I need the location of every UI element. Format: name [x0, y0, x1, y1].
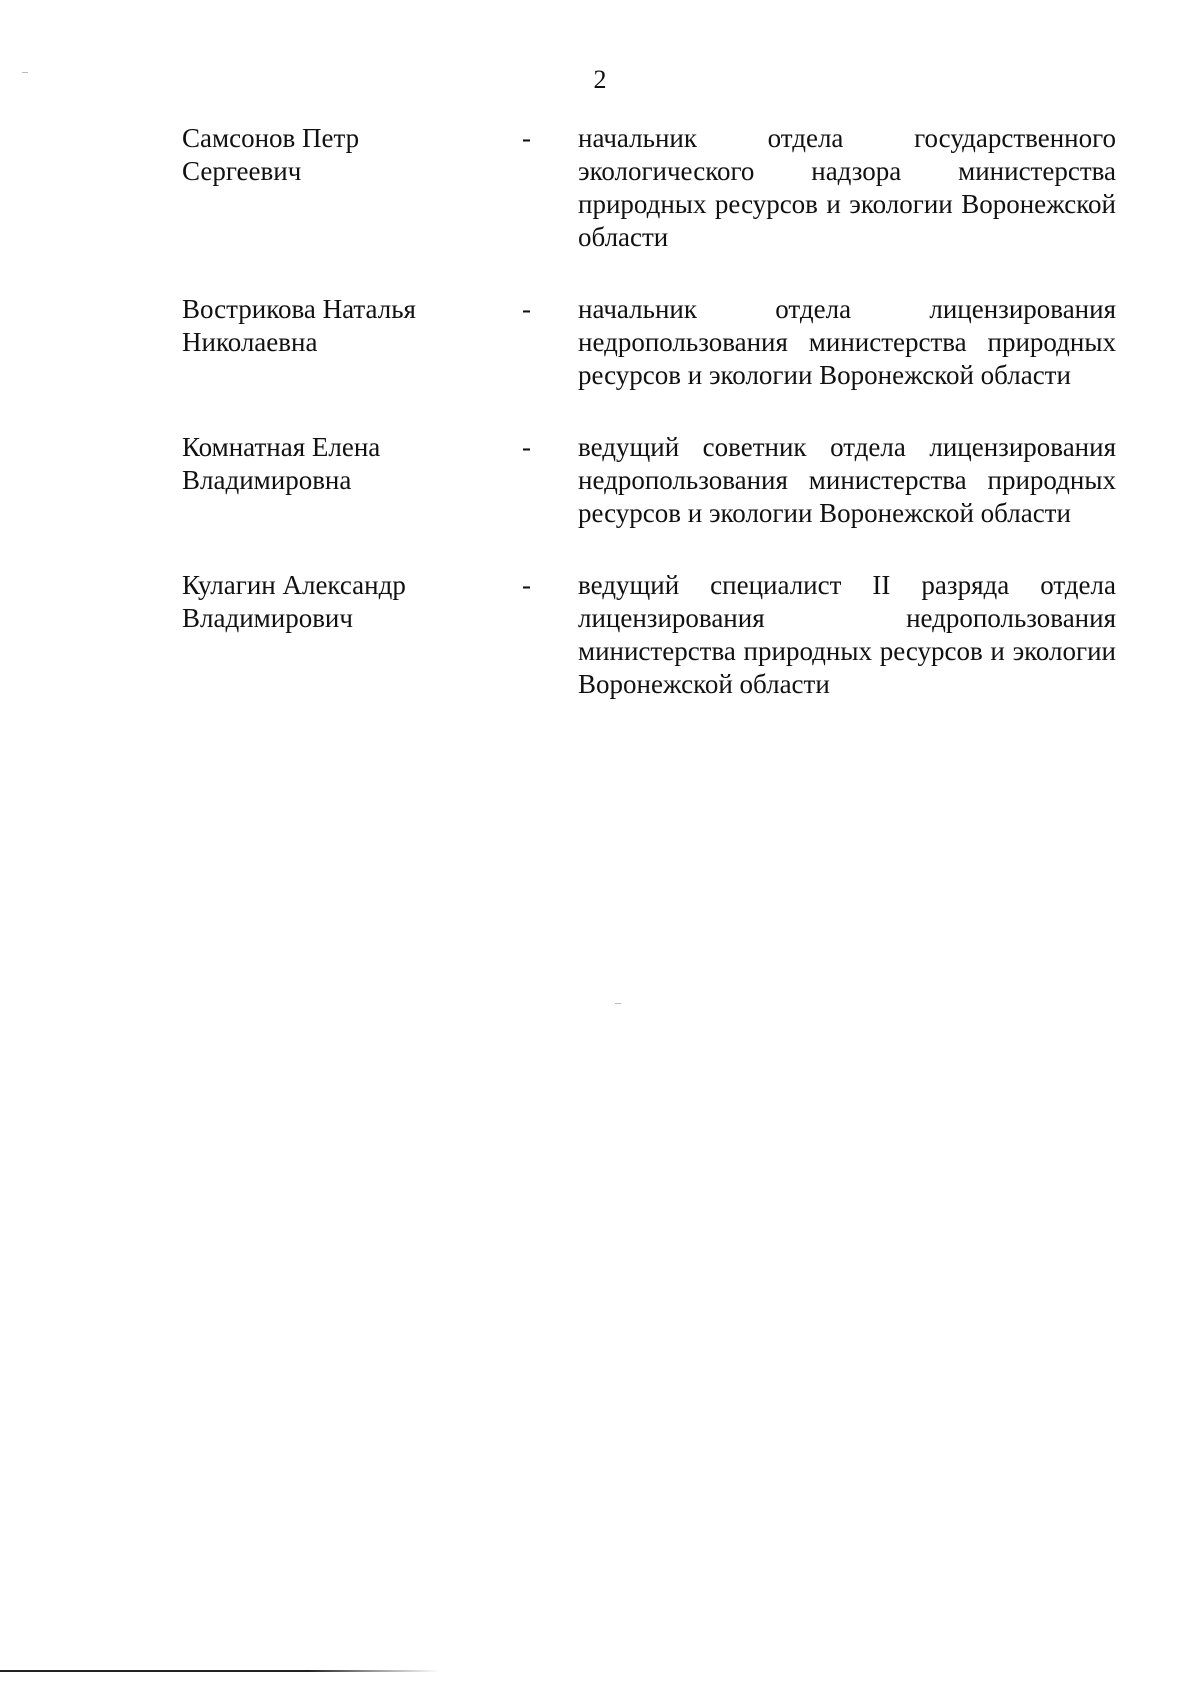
name-line: Владимировна: [182, 465, 352, 495]
members-list: [182, 122, 1116, 740]
name-line: Самсонов Петр: [182, 123, 360, 153]
person-position: ведущий советник отдела лицензирования недропользования министерства природных ресурсов и экологии Воронежской области: [578, 432, 1116, 528]
list-item: [182, 431, 1116, 530]
dash-separator: -: [522, 294, 531, 324]
list-item: [182, 293, 1116, 392]
person-name: [182, 569, 522, 635]
person-position: начальник отдела лицензирования недропользования министерства природных ресурсов и экологии Воронежской области: [578, 294, 1116, 390]
dash-separator: -: [522, 570, 531, 600]
person-name: [182, 122, 522, 188]
name-line: Владимирович: [182, 603, 353, 633]
person-position: начальник отдела государственного экологического надзора министерства природных ресурсов и экологии Воронежской области: [578, 123, 1116, 252]
name-line: Николаевна: [182, 327, 318, 357]
name-line: Комнатная Елена: [182, 432, 381, 462]
person-position: ведущий специалист II разряда отдела лицензирования недропользования министерства природных ресурсов и экологии Воронежской области: [578, 570, 1116, 699]
dash-separator: -: [522, 123, 531, 153]
list-item: [182, 122, 1116, 254]
name-line: Кулагин Александр: [182, 570, 406, 600]
scan-edge-line: [0, 1670, 440, 1672]
person-name: [182, 431, 522, 497]
scan-speck: [22, 72, 28, 73]
name-line: Сергеевич: [182, 156, 302, 186]
person-name: [182, 293, 522, 359]
dash-separator: -: [522, 432, 531, 462]
name-line: Вострикова Наталья: [182, 294, 416, 324]
page-number: 2: [593, 65, 607, 94]
scan-speck: [615, 1003, 621, 1004]
list-item: [182, 569, 1116, 701]
